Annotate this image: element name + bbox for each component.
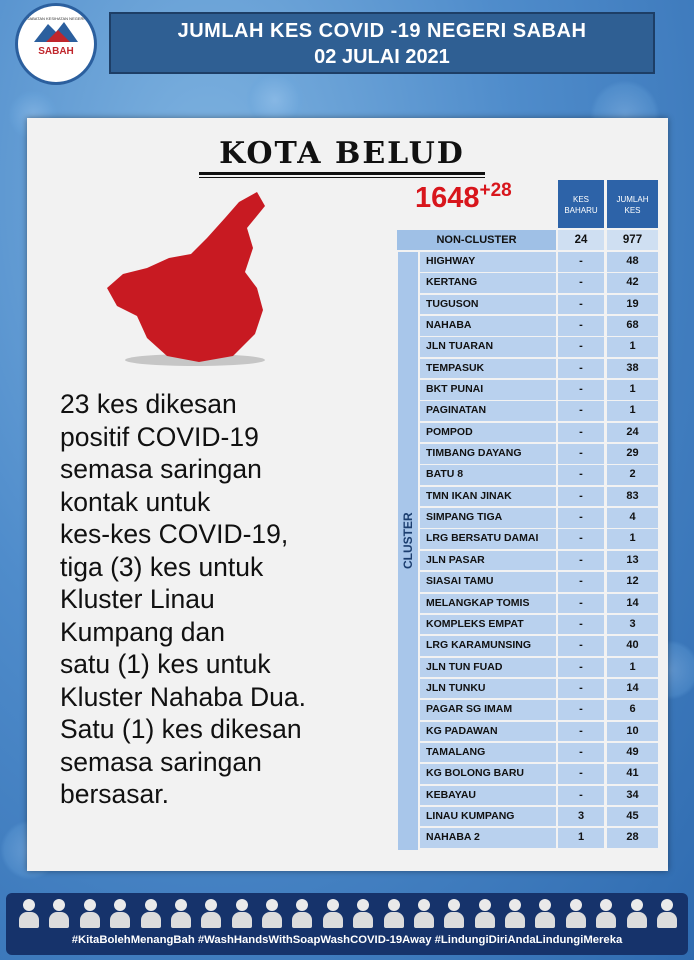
cluster-label: CLUSTER [401, 512, 415, 569]
mountain-icon [32, 18, 80, 44]
person-icon [626, 899, 648, 929]
cluster-total-cases: 49 [607, 743, 658, 763]
cluster-new-cases: - [558, 786, 604, 806]
cluster-new-cases: - [558, 743, 604, 763]
cluster-total-cases: 6 [607, 700, 658, 720]
cluster-new-cases: - [558, 295, 604, 315]
person-icon [595, 899, 617, 929]
district-card [27, 118, 668, 871]
table-row [420, 786, 658, 807]
cluster-total-cases: 48 [607, 252, 658, 272]
cluster-name: BKT PUNAI [420, 380, 556, 400]
cluster-new-cases: - [558, 700, 604, 720]
description-line: satu (1) kes untuk [60, 649, 271, 679]
district-underline [199, 177, 485, 178]
cluster-total-cases: 19 [607, 295, 658, 315]
report-date: 02 JULAI 2021 [314, 46, 450, 68]
logo-text: SABAH [38, 46, 74, 57]
table-row [420, 465, 658, 486]
table-row [420, 743, 658, 764]
person-icon [534, 899, 556, 929]
cluster-total-cases: 68 [607, 316, 658, 336]
cluster-new-cases: - [558, 615, 604, 635]
total-cases-value: 1648 [415, 182, 480, 214]
logo [18, 6, 94, 82]
cluster-name: HIGHWAY [420, 252, 556, 272]
cluster-new-cases: - [558, 764, 604, 784]
person-icon [200, 899, 222, 929]
table-row [420, 380, 658, 401]
person-icon [474, 899, 496, 929]
cluster-total-cases: 42 [607, 273, 658, 293]
cluster-name: PAGAR SG IMAM [420, 700, 556, 720]
description-line: positif COVID-19 [60, 421, 259, 452]
cluster-name: TMN IKAN JINAK [420, 487, 556, 507]
table-row [420, 508, 658, 529]
person-icon [261, 899, 283, 929]
cluster-name: KG PADAWAN [420, 722, 556, 742]
cluster-name: NAHABA 2 [420, 828, 556, 848]
cluster-name: TIMBANG DAYANG [420, 444, 556, 464]
cluster-new-cases: - [558, 529, 604, 549]
cluster-new-cases: - [558, 316, 604, 336]
cluster-total-cases: 1 [607, 658, 658, 678]
cluster-total-cases: 1 [607, 401, 658, 421]
new-cases-value: +28 [479, 180, 512, 201]
cluster-table [420, 252, 658, 850]
table-row [420, 444, 658, 465]
cluster-total-cases: 24 [607, 423, 658, 443]
cluster-new-cases: - [558, 273, 604, 293]
hashtags: #KitaBolehMenangBah #WashHandsWithSoapWashCOVID-19Away #LindungiDiriAndaLindungiMereka [71, 934, 623, 946]
cluster-name: TAMALANG [420, 743, 556, 763]
cluster-name: BATU 8 [420, 465, 556, 485]
table-row [420, 316, 658, 337]
description-line: Kluster Nahaba Dua. [60, 681, 307, 712]
cluster-name: SIMPANG TIGA [420, 508, 556, 528]
district-underline [199, 172, 485, 175]
cluster-new-cases: - [558, 594, 604, 614]
cluster-new-cases: 3 [558, 807, 604, 827]
cluster-total-cases: 1 [607, 380, 658, 400]
cluster-total-cases: 12 [607, 572, 658, 592]
cluster-total-cases: 83 [607, 487, 658, 507]
cluster-new-cases: - [558, 252, 604, 272]
cluster-new-cases: 1 [558, 828, 604, 848]
person-icon [170, 899, 192, 929]
cluster-new-cases: - [558, 337, 604, 357]
person-icon [565, 899, 587, 929]
cluster-name: JLN TUNKU [420, 679, 556, 699]
table-row [420, 807, 658, 828]
column-header-total [607, 180, 658, 228]
column-header-new-line2: BAHARU [564, 206, 598, 215]
cluster-new-cases: - [558, 551, 604, 571]
cluster-total-cases: 2 [607, 465, 658, 485]
cluster-total-cases: 3 [607, 615, 658, 635]
description-line: tiga (3) kes untuk [60, 551, 264, 582]
table-row [420, 529, 658, 550]
person-icon [79, 899, 101, 929]
cluster-total-cases: 14 [607, 679, 658, 699]
cluster-name: JLN TUARAN [420, 337, 556, 357]
non-cluster-new: 24 [558, 230, 604, 250]
cluster-new-cases: - [558, 658, 604, 678]
cluster-new-cases: - [558, 722, 604, 742]
table-row [420, 337, 658, 358]
description-line: 23 kes dikesan [60, 389, 237, 419]
cluster-new-cases: - [558, 465, 604, 485]
cluster-total-cases: 28 [607, 828, 658, 848]
person-icon [322, 899, 344, 929]
header-banner [109, 12, 655, 74]
table-row [420, 487, 658, 508]
description-line: bersasar. [60, 779, 170, 809]
cluster-name: KOMPLEKS EMPAT [420, 615, 556, 635]
description-line: Kluster Linau [60, 584, 215, 614]
person-icon [443, 899, 465, 929]
logo-subtext: JABATAN KESIHATAN NEGERI [27, 16, 85, 21]
person-icon [291, 899, 313, 929]
person-icon [656, 899, 678, 929]
cluster-name: LRG KARAMUNSING [420, 636, 556, 656]
cluster-total-cases: 10 [607, 722, 658, 742]
table-row [420, 722, 658, 743]
description-line: kontak untuk [60, 486, 211, 517]
table-row [420, 658, 658, 679]
column-header-total-line1: JUMLAH [616, 195, 649, 204]
table-row [420, 401, 658, 422]
table-row [420, 636, 658, 657]
table-row [420, 764, 658, 785]
person-icon [231, 899, 253, 929]
person-icon [48, 899, 70, 929]
person-icon [383, 899, 405, 929]
cluster-name: KG BOLONG BARU [420, 764, 556, 784]
description-line: semasa saringan [60, 746, 262, 777]
cluster-new-cases: - [558, 508, 604, 528]
cluster-name: JLN TUN FUAD [420, 658, 556, 678]
page-title: JUMLAH KES COVID -19 NEGERI SABAH [177, 20, 587, 42]
cluster-total-cases: 4 [607, 508, 658, 528]
cluster-name: POMPOD [420, 423, 556, 443]
cluster-name: KERTANG [420, 273, 556, 293]
cluster-name: LRG BERSATU DAMAI [420, 529, 556, 549]
cluster-name: SIASAI TAMU [420, 572, 556, 592]
cluster-new-cases: - [558, 679, 604, 699]
cluster-new-cases: - [558, 636, 604, 656]
description [60, 388, 390, 811]
cluster-total-cases: 45 [607, 807, 658, 827]
cluster-total-cases: 40 [607, 636, 658, 656]
cluster-total-cases: 34 [607, 786, 658, 806]
cluster-name: MELANGKAP TOMIS [420, 594, 556, 614]
cluster-name: LINAU KUMPANG [420, 807, 556, 827]
description-line: semasa saringan [60, 454, 262, 484]
column-header-total-line2: KES [624, 206, 641, 215]
table-row [420, 700, 658, 721]
cluster-total-cases: 14 [607, 594, 658, 614]
cluster-new-cases: - [558, 572, 604, 592]
person-icon [18, 899, 40, 929]
cluster-new-cases: - [558, 380, 604, 400]
cluster-total-cases: 29 [607, 444, 658, 464]
table-row [420, 594, 658, 615]
cluster-new-cases: - [558, 444, 604, 464]
footer-banner [6, 893, 688, 955]
cluster-side-label [398, 252, 418, 850]
table-row [420, 359, 658, 380]
district-name: KOTA BELUD [219, 136, 465, 171]
table-row [420, 295, 658, 316]
non-cluster-label: NON-CLUSTER [397, 230, 556, 250]
column-header-new [558, 180, 604, 228]
frontliner-icons [18, 899, 678, 931]
cluster-new-cases: - [558, 401, 604, 421]
person-icon [109, 899, 131, 929]
cluster-total-cases: 1 [607, 337, 658, 357]
cluster-total-cases: 41 [607, 764, 658, 784]
table-row [420, 551, 658, 572]
description-line: Kumpang dan [60, 616, 226, 647]
cluster-new-cases: - [558, 359, 604, 379]
cluster-new-cases: - [558, 423, 604, 443]
table-row [420, 423, 658, 444]
table-row [420, 615, 658, 636]
cluster-name: NAHABA [420, 316, 556, 336]
cluster-total-cases: 13 [607, 551, 658, 571]
table-row [420, 679, 658, 700]
district-map-icon [107, 188, 267, 368]
column-header-new-line1: KES [572, 195, 589, 204]
cluster-name: KEBAYAU [420, 786, 556, 806]
non-cluster-total: 977 [607, 230, 658, 250]
cluster-name: PAGINATAN [420, 401, 556, 421]
cluster-new-cases: - [558, 487, 604, 507]
table-row [420, 572, 658, 593]
person-icon [352, 899, 374, 929]
cluster-name: TEMPASUK [420, 359, 556, 379]
total-cases [415, 182, 512, 215]
cluster-name: JLN PASAR [420, 551, 556, 571]
description-line: Satu (1) kes dikesan [60, 714, 302, 744]
cluster-total-cases: 1 [607, 529, 658, 549]
person-icon [140, 899, 162, 929]
table-row [420, 273, 658, 294]
description-line: kes-kes COVID-19, [60, 519, 289, 549]
person-icon [504, 899, 526, 929]
cluster-name: TUGUSON [420, 295, 556, 315]
person-icon [413, 899, 435, 929]
cluster-total-cases: 38 [607, 359, 658, 379]
table-row [420, 252, 658, 273]
non-cluster-row [397, 230, 658, 250]
table-row [420, 828, 658, 849]
